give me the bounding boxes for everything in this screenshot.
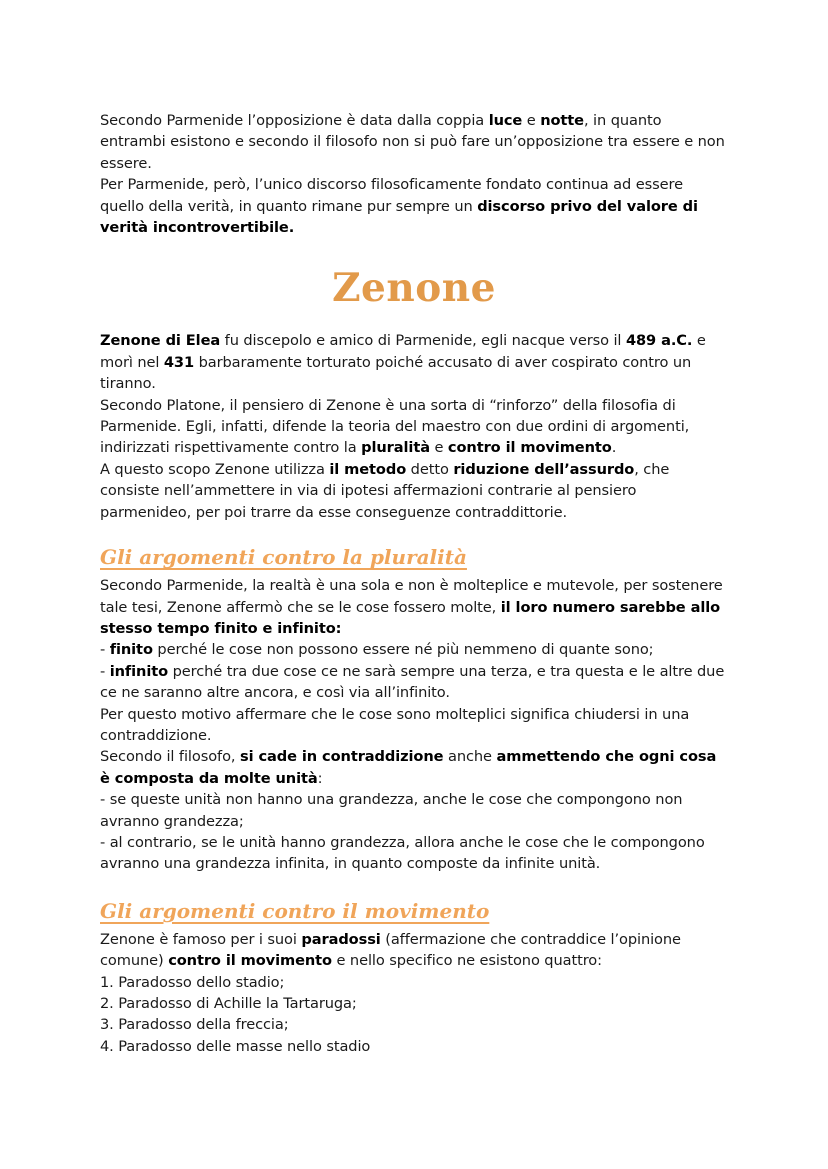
zenone-paragraph-1: Zenone di Elea fu discepolo e amico di Parmenide, egli nacque verso il 489 a.C. e morì nel 431 barbaramente torturato poiché accusato di aver cospirato contro un tiranno.: [100, 332, 706, 393]
pluralita-list-item-4: - al contrario, se le unità hanno grandezza, allora anche le cose che le compongono avranno una grandezza infinita, in quanto composte da infinite unità.: [100, 833, 705, 873]
zenone-paragraph-2: Secondo Platone, il pensiero di Zenone è una sorta di “rinforzo” della filosofia di Parmenide. Egli, infatti, difende la teoria del maestro con due ordini di argomenti, indirizzati rispettivamente contro la pluralità e contro il movimento.: [100, 396, 690, 457]
pluralita-paragraph-2: Per questo motivo affermare che le cose sono molteplici significa chiudersi in una contraddizione.: [100, 705, 690, 744]
zenone-paragraph-3: A questo scopo Zenone utilizza il metodo detto riduzione dell’assurdo, che consiste nell’ammettere in via di ipotesi affermazioni contrarie al pensiero parmenideo, per poi trarre da esse conseguenze contraddittorie.: [100, 460, 670, 521]
intro-paragraph-2: Per Parmenide, però, l’unico discorso filosoficamente fondato continua ad essere quello della verità, in quanto rimane pur sempre un discorso privo del valore di verità incontrovertibile.: [100, 176, 698, 237]
pluralita-list-item-finito: - finito perché le cose non possono essere né più nemmeno di quante sono;: [100, 641, 654, 659]
paradox-list-item: 1. Paradosso dello stadio;: [100, 973, 285, 991]
pluralita-list-item-3: - se queste unità non hanno una grandezza, anche le cose che compongono non avranno grandezza;: [100, 791, 683, 830]
spacer: [100, 523, 728, 542]
subheading-pluralita: Gli argomenti contro la pluralità: [100, 545, 467, 570]
subheading-movimento: Gli argomenti contro il movimento: [100, 898, 490, 923]
document-page: [100, 110, 728, 1057]
pluralita-list-item-infinito: - infinito perché tra due cose ce ne sarà sempre una terza, e tra questa e le altre due ce ne saranno altre ancora, e così via all’infinito.: [100, 662, 725, 702]
paradox-list-item: 4. Paradosso delle masse nello stadio: [100, 1037, 371, 1055]
intro-paragraph-1: Secondo Parmenide l’opposizione è data dalla coppia luce e notte, in quanto entrambi esistono e secondo il filosofo non si può fare un’opposizione tra essere e non essere.: [100, 112, 725, 172]
pluralita-paragraph-3: Secondo il filosofo, si cade in contraddizione anche ammettendo che ogni cosa è composta da molte unità:: [100, 748, 717, 787]
paradox-list-item: 3. Paradosso della freccia;: [100, 1016, 289, 1034]
spacer: [100, 875, 728, 896]
pluralita-paragraph-1: Secondo Parmenide, la realtà è una sola e non è molteplice e mutevole, per sostenere tale tesi, Zenone affermò che se le cose fossero molte, il loro numero sarebbe allo stesso tempo finito e infinito:: [100, 577, 723, 637]
paradox-list-item: 2. Paradosso di Achille la Tartaruga;: [100, 995, 357, 1012]
movimento-paragraph-1: Zenone è famoso per i suoi paradossi (affermazione che contraddice l’opinione comune) contro il movimento e nello specifico ne esistono quattro:: [100, 930, 681, 970]
section-title-zenone: Zenone: [332, 265, 496, 312]
